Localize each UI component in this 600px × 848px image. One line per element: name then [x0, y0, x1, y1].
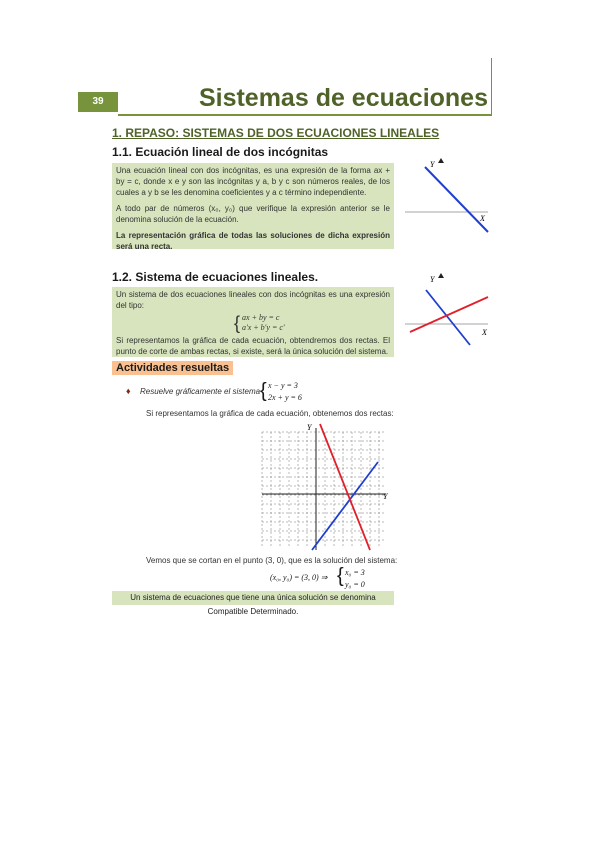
graph-1-x-label: X — [480, 214, 485, 223]
graph-2-y-arrow — [438, 273, 444, 278]
line-blue — [312, 462, 378, 550]
graph-1-line — [425, 167, 488, 232]
graph-2-line-red — [410, 297, 488, 332]
system-equation-1: ax + by = c — [242, 313, 280, 322]
solved-text: Si representamos la gráfica de cada ecuación, obtenemos dos rectas: — [146, 409, 394, 418]
solved-equation-1: x − y = 3 — [268, 381, 298, 390]
solved-activities-label: Actividades resueltas — [112, 361, 233, 375]
definition-2-paragraph-1: Un sistema de dos ecuaciones lineales con dos incógnitas es una expresión del tipo: — [116, 290, 390, 310]
diamond-bullet-icon: ♦ — [126, 386, 131, 396]
subsection-title-2: 1.2. Sistema de ecuaciones lineales. — [112, 270, 319, 284]
solved-graph-x-label: Y — [383, 492, 388, 501]
definition-1-paragraph-3: La representación gráfica de todas las soluciones de dicha expresión será una recta. — [116, 231, 390, 251]
header-rule — [118, 114, 492, 116]
solved-equation-2: 2x + y = 6 — [268, 393, 302, 402]
solved-intro: Resuelve gráficamente el sistema — [140, 387, 261, 396]
definition-2-paragraph-2: Si representamos la gráfica de cada ecuación, obtendremos dos rectas. El punto de corte de ambas rectas, si existe, será la única solución del sistema. — [116, 336, 390, 356]
page-title: Sistemas de ecuaciones — [198, 84, 488, 112]
solution-y: y₀ = 0 — [345, 580, 365, 589]
system-equations: { ax + by = c a'x + b'y = c' — [234, 313, 390, 333]
solution-brace: { — [337, 565, 344, 587]
graph-2-x-label: X — [482, 328, 487, 337]
header-rule-vertical — [491, 58, 492, 116]
graph-1-y-label: Y — [430, 160, 435, 169]
line-graph-1 — [400, 155, 495, 235]
section-title: 1. REPASO: SISTEMAS DE DOS ECUACIONES LINEALES — [112, 126, 440, 140]
conclusion-box: Un sistema de ecuaciones que tiene una única solución se denomina Compatible Determinado. — [112, 591, 394, 605]
solved-graph-y-label: Y — [307, 423, 312, 432]
graph-1-y-arrow — [438, 158, 444, 163]
definition-1-paragraph-1: Una ecuación lineal con dos incógnitas, es una expresión de la forma ax + by = c, donde x e y son las incógnitas y a, b y c son números reales, de los cuales a y b se les denomina coeficientes y a c término independiente. — [116, 166, 390, 197]
graph-2-y-label: Y — [430, 275, 435, 284]
solution-x: x₀ = 3 — [345, 568, 365, 577]
definition-box-2 — [112, 287, 394, 357]
line-graph-2 — [400, 272, 495, 352]
solved-system-brace: { — [260, 380, 267, 402]
graph-grid — [262, 432, 386, 548]
page-number: 39 — [78, 92, 118, 112]
definition-box-1 — [112, 163, 394, 249]
system-equation-2: a'x + b'y = c' — [242, 323, 285, 332]
solved-conclusion: Vemos que se cortan en el punto (3, 0), que es la solución del sistema: — [146, 556, 398, 565]
graph-2-line-blue — [426, 290, 470, 345]
solution-left: (x₀, y₀) = (3, 0) ⇒ — [270, 573, 328, 582]
subsection-title-1: 1.1. Ecuación lineal de dos incógnitas — [112, 145, 329, 159]
definition-1-paragraph-2: A todo par de números (x₀, y₀) que verifique la expresión anterior se le denomina solución de la ecuación. — [116, 204, 390, 224]
solved-graph — [250, 420, 400, 555]
